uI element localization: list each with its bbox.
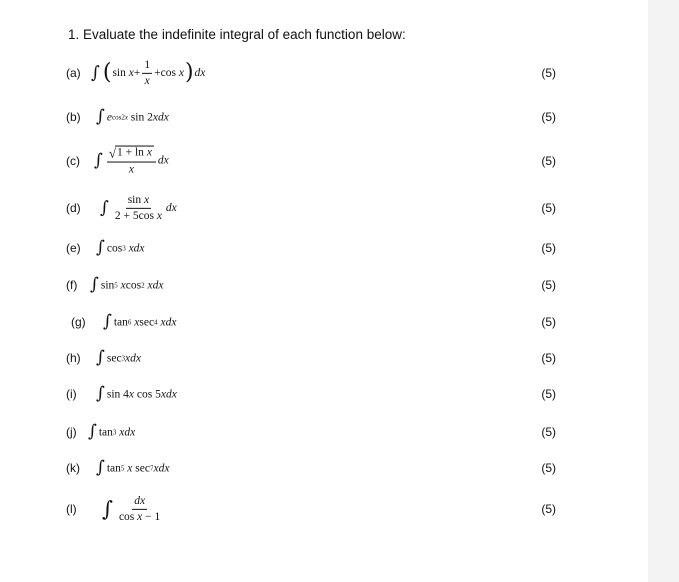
problem-label: (j) <box>66 425 77 439</box>
integral-sign: ∫ <box>96 457 105 478</box>
problem-label: (f) <box>66 278 78 292</box>
problem-c <box>66 145 556 176</box>
right-margin-panel <box>648 0 679 582</box>
problem-label: (b) <box>66 110 81 124</box>
marks-value: (5) <box>541 315 556 329</box>
problem-e <box>66 235 556 261</box>
integral-expression: ∫ tan 5 x sec 7 xdx <box>96 457 170 478</box>
problem-label: (a) <box>66 66 81 80</box>
integral-sign: ∫ <box>96 237 105 258</box>
marks-value: (5) <box>541 201 556 215</box>
problem-l <box>66 496 556 522</box>
right-paren: ) <box>184 60 194 85</box>
integral-expression: ∫ cos 3 xdx <box>96 237 145 258</box>
problem-g <box>66 309 556 335</box>
fraction: $\frac{1}{x}$ <box>144 58 151 87</box>
problem-b <box>66 104 556 130</box>
integral-sign: ∫ <box>96 347 105 368</box>
problem-k <box>66 455 556 481</box>
problem-label: (l) <box>66 502 77 516</box>
integral-expression: ∫ √ 1 + ln x x dx <box>94 145 169 176</box>
problem-label: (h) <box>66 351 81 365</box>
integral-sign: ∫ <box>94 150 103 171</box>
integral-sign: ∫ <box>91 62 100 83</box>
marks-value: (5) <box>541 351 556 365</box>
left-paren: ( <box>102 60 112 85</box>
problem-label: (c) <box>66 154 80 168</box>
problem-j <box>66 419 556 445</box>
integral-expression: ∫ sec 3 xdx <box>96 347 142 368</box>
integral-expression <box>102 495 164 523</box>
integral-expression: ∫ tan 3 xdx <box>88 421 136 442</box>
integral-sign: ∫ <box>90 274 99 295</box>
integral-sign: ∫ <box>96 383 105 404</box>
fraction: $\frac{dx}{\text{cos x − 1}}$ <box>118 494 161 523</box>
integral-sign: ∫ <box>100 197 109 218</box>
square-root: √ 1 + ln x <box>108 145 152 161</box>
marks-value: (5) <box>541 66 556 80</box>
problem-label: (i) <box>66 387 77 401</box>
problem-d <box>66 195 556 221</box>
integral-expression: ∫ ( sin x + $\frac{1}{x}$ + cos x ) dx <box>91 58 206 87</box>
integral-sign: ∫ <box>103 311 112 332</box>
integral-expression: ∫ sin 5 x cos 2 xdx <box>90 274 164 295</box>
marks-value: (5) <box>541 387 556 401</box>
marks-value: (5) <box>541 502 556 516</box>
marks-value: (5) <box>541 425 556 439</box>
problem-label: (g) <box>71 315 86 329</box>
integral-sign: ∫ <box>88 421 97 442</box>
integral-expression: ∫ tan 6 x sec 4 xdx <box>103 311 177 332</box>
problem-f <box>66 272 556 298</box>
problem-h <box>66 345 556 371</box>
integral-expression: ∫ sin 4 x cos 5 xdx <box>96 383 177 404</box>
integral-sign: ∫ <box>102 496 113 521</box>
marks-value: (5) <box>541 154 556 168</box>
fraction: $\frac{\text{sin x}}{\text{2 + 5cos x}}$ <box>114 193 162 222</box>
integral-expression: ∫ $\frac{\text{sin x}}{\text{2 + 5cos x}}$ dx <box>100 193 177 222</box>
problem-label: (k) <box>66 461 80 475</box>
integral-expression: ∫ e cos2x sin 2 xdx <box>96 106 169 127</box>
integral-sign: ∫ <box>96 106 105 127</box>
problem-i <box>66 381 556 407</box>
marks-value: (5) <box>541 241 556 255</box>
problem-label: (d) <box>66 201 81 215</box>
marks-value: (5) <box>541 110 556 124</box>
question-heading: 1. Evaluate the indefinite integral of each function below: <box>68 27 406 42</box>
marks-value: (5) <box>541 278 556 292</box>
marks-value: (5) <box>541 461 556 475</box>
problem-label: (e) <box>66 241 81 255</box>
problem-a <box>66 60 556 86</box>
fraction: √ 1 + ln x x <box>107 146 156 177</box>
